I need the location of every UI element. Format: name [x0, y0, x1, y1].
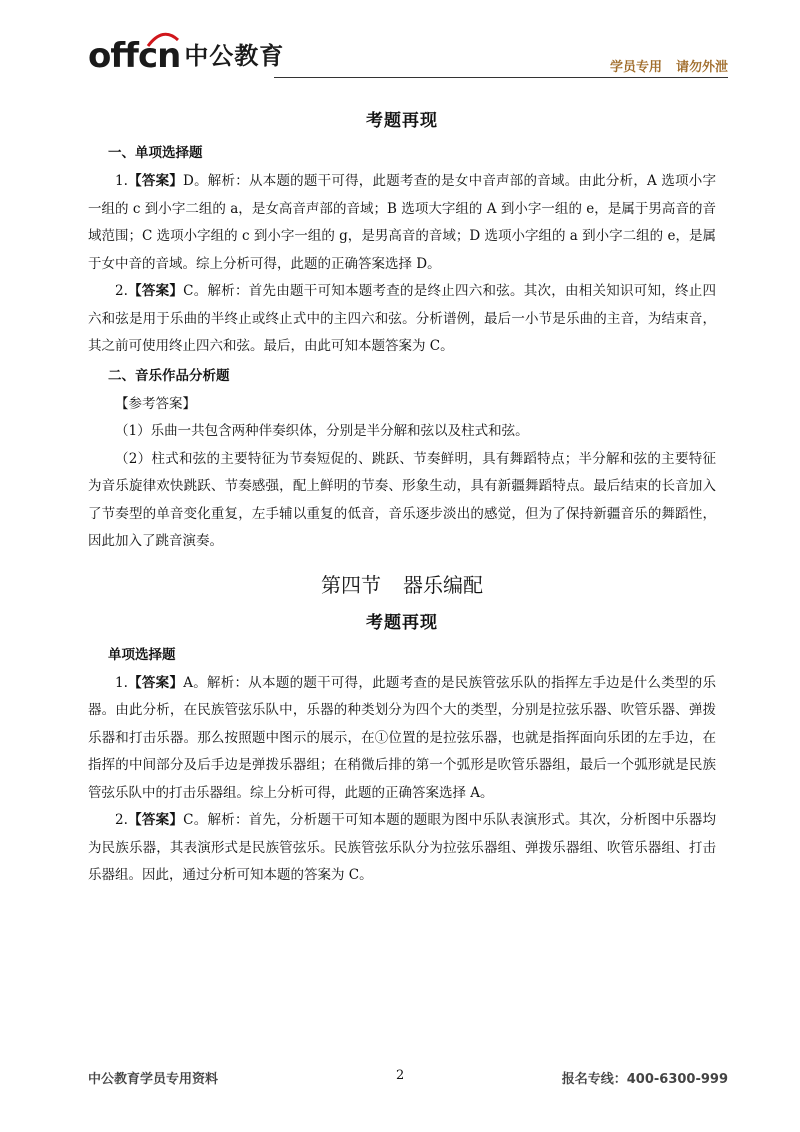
logo-arc-icon: [146, 30, 180, 48]
footer-left-text: 中公教育学员专用资料: [88, 1072, 219, 1087]
reference-answer-2: （2）柱式和弦的主要特征为节奏短促的、跳跃、节奏鲜明，具有舞蹈特点；半分解和弦的主要特征为音乐旋律欢快跳跃、节奏感强，配上鲜明的节奏、形象生动，具有新疆舞蹈特点。最后结束的长音加入了节奏型的单音变化重复，左手辅以重复的低音，音乐逐步淡出的感觉，但为了保持新疆音乐的舞蹈性，因此加入了跳音演奏。: [88, 450, 716, 549]
footer-hotline: 报名专线：400-6300-999: [561, 1072, 728, 1087]
page-content: [88, 100, 716, 890]
header-divider: [274, 77, 728, 78]
heading-music-analysis: 二、音乐作品分析题: [108, 367, 230, 384]
header-tag-members-only: 学员专用: [609, 60, 662, 75]
reference-answer-label: 【参考答案】: [115, 395, 196, 412]
reference-answer-1: （1）乐曲一共包含两种伴奏织体，分别是半分解和弦以及柱式和弦。: [115, 423, 529, 439]
chapter-title: [88, 570, 716, 600]
chapter-number: 第四节: [321, 572, 381, 597]
page-number: 2: [396, 1068, 405, 1083]
header-tag-no-leak: 请勿外泄: [675, 60, 728, 75]
offcn-logo: [88, 28, 284, 76]
answer-paragraph-3: 1.【答案】A。解析：从本题的题干可得，此题考查的是民族管弦乐队的指挥左手边是什么类型的乐器。由此分析，在民族管弦乐队中，乐器的种类划分为四个大的类型，分别是拉弦乐器、吹管乐器、弹拨乐器和打击乐器。那么按照题中图示的展示，在①位置的是拉弦乐器，也就是指挥面向乐团的左手边，在指挥的中间部分及后手边是弹拨乐器组；在稍微后排的第一个弧形是吹管乐器组，最后一个弧形就是民族管弦乐队中的打击乐器组。综上分析可得，此题的正确答案选择 A。: [88, 674, 717, 801]
answer-paragraph-2: 2.【答案】C。解析：首先由题干可知本题考查的是终止四六和弦。其次，由相关知识可知，终止四六和弦是用于乐曲的半终止或终止式中的主四六和弦。分析谱例，最后一小节是乐曲的主音，为结束音，其之前可使用终止四六和弦。最后，由此可知本题答案为 C。: [88, 283, 716, 354]
answer-paragraph-1: 1.【答案】D。解析：从本题的题干可得，此题考查的是女中音声部的音域。由此分析，A 选项小字一组的 c 到小字二组的 a，是女高音声部的音域；B 选项大字组的 A 到小字一组的 e，是属于男高音的音域范围；C 选项小字组的 c 到小字一组的 g，是男高音的音域；D 选项小字组的 a 到小字二组的 e，是属于女中音的音域。综上分析可得，此题的正确答案选择 D。: [88, 173, 716, 272]
section-title-exam-review-2: 考题再现: [366, 612, 438, 633]
logo-wordmark: offcn: [88, 36, 181, 76]
logo-chinese-name: 中公教育: [184, 42, 285, 70]
heading-single-choice: 一、单项选择题: [108, 145, 203, 161]
page-header: [88, 28, 728, 80]
chapter-name: 器乐编配: [403, 572, 483, 597]
section-title-exam-review-1: 考题再现: [366, 111, 438, 131]
heading-single-choice-2: 单项选择题: [108, 646, 176, 663]
answer-paragraph-4: 2.【答案】C。解析：首先，分析题干可知本题的题眼为图中乐队表演形式。其次，分析图中乐器均为民族乐器，其表演形式是民族管弦乐。民族管弦乐队分为拉弦乐器组、弹拨乐器组、吹管乐器组、打击乐器组。因此，通过分析可知本题的答案为 C。: [88, 812, 716, 883]
header-tags: [610, 56, 728, 75]
